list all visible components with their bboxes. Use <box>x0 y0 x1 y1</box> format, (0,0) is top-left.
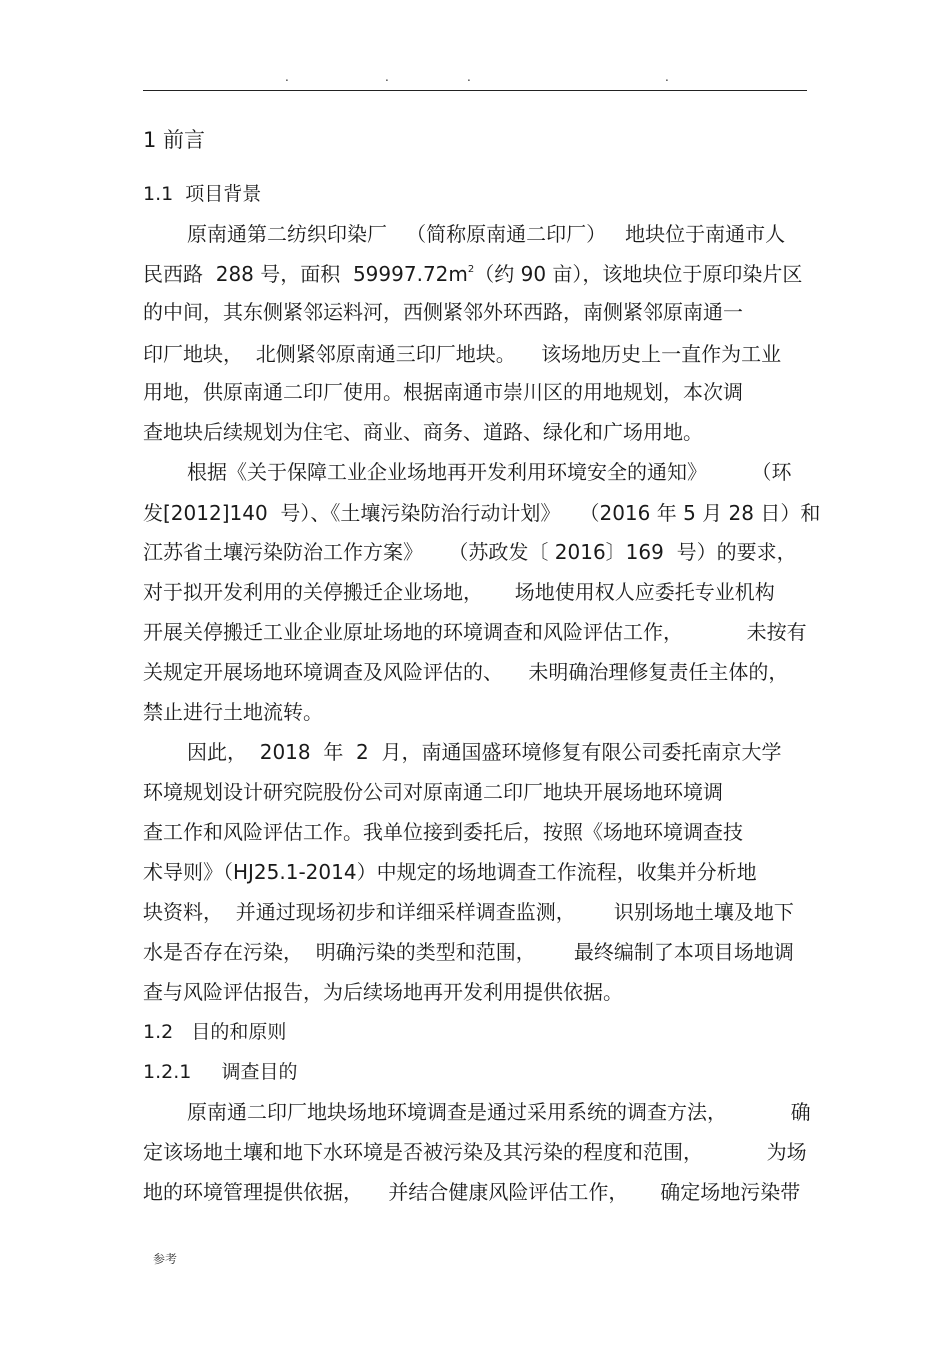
subsection-heading: 1.2 目的和原则 <box>143 1021 287 1043</box>
header-rule <box>143 90 807 91</box>
paragraph-line: 环境规划设计研究院股份公司对原南通二印厂地块开展场地环境调 <box>143 780 723 804</box>
paragraph-line: 定该场地土壤和地下水环境是否被污染及其污染的程度和范围， 为场 <box>143 1140 807 1164</box>
paragraph-line: 因此， 2018 年 2 月，南通国盛环境修复有限公司委托南京大学 <box>187 740 782 764</box>
subsubsection-heading: 1.2.1 调查目的 <box>143 1061 298 1083</box>
paragraph-line <box>143 260 950 288</box>
paragraph-line: 查与风险评估报告，为后续场地再开发利用提供依据。 <box>143 980 623 1004</box>
paragraph-line: 用地，供原南通二印厂使用。根据南通市崇川区的用地规划，本次调 <box>143 380 743 404</box>
paragraph-text: 民西路 288 号，面积 59997.72m <box>143 262 468 286</box>
paragraph-line: 对于拟开发利用的关停搬迁企业场地， 场地使用权人应委托专业机构 <box>143 580 775 604</box>
paragraph-line: 发[2012]140 号）、《土壤污染防治行动计划》 （2016 年 5 月 28 日）和 <box>143 501 821 525</box>
paragraph-line: 块资料， 并通过现场初步和详细采样调查监测， 识别场地土壤及地下 <box>143 900 794 924</box>
paragraph-line: 查工作和风险评估工作。我单位接到委托后，按照《场地环境调查技 <box>143 820 743 844</box>
paragraph-line: 术导则》（HJ25.1-2014）中规定的场地调查工作流程，收集并分析地 <box>143 860 757 884</box>
paragraph-line: 江苏省土壤污染防治工作方案》 （苏政发〔 2016〕169 号）的要求， <box>143 540 797 564</box>
paragraph-line: 印厂地块， 北侧紧邻原南通三印厂地块。 该场地历史上一直作为工业 <box>143 342 782 366</box>
paragraph-line: 禁止进行土地流转。 <box>143 700 323 724</box>
header-dots <box>0 70 950 84</box>
subsection-heading: 1.1 项目背景 <box>143 183 262 205</box>
paragraph-line: 开展关停搬迁工业企业原址场地的环境调查和风险评估工作， 未按有 <box>143 620 807 644</box>
section-heading: 1 前言 <box>143 128 206 152</box>
paragraph-line: 的中间，其东侧紧邻运料河，西侧紧邻外环西路，南侧紧邻原南通一 <box>143 300 743 324</box>
page-footer: 参考 <box>153 1252 178 1266</box>
paragraph-line: 地的环境管理提供依据， 并结合健康风险评估工作， 确定场地污染带 <box>143 1180 801 1204</box>
header-dot: . <box>665 70 669 84</box>
paragraph-text: （约 90 亩），该地块位于原印染片区 <box>474 262 803 286</box>
paragraph-line: 关规定开展场地环境调查及风险评估的、 未明确治理修复责任主体的， <box>143 660 789 684</box>
paragraph-line: 查地块后续规划为住宅、商业、商务、道路、绿化和广场用地。 <box>143 420 703 444</box>
paragraph-line: 原南通第二纺织印染厂 （简称原南通二印厂） 地块位于南通市人 <box>187 222 786 246</box>
header-dot: . <box>285 70 289 84</box>
header-dot: . <box>467 70 471 84</box>
paragraph-line: 原南通二印厂地块场地环境调查是通过采用系统的调查方法， 确 <box>187 1100 811 1124</box>
superscript: 2 <box>467 264 475 275</box>
header-dot: . <box>385 70 389 84</box>
paragraph-line: 根据《关于保障工业企业场地再开发利用环境安全的通知》 （环 <box>187 460 792 484</box>
paragraph-line: 水是否存在污染， 明确污染的类型和范围， 最终编制了本项目场地调 <box>143 940 794 964</box>
